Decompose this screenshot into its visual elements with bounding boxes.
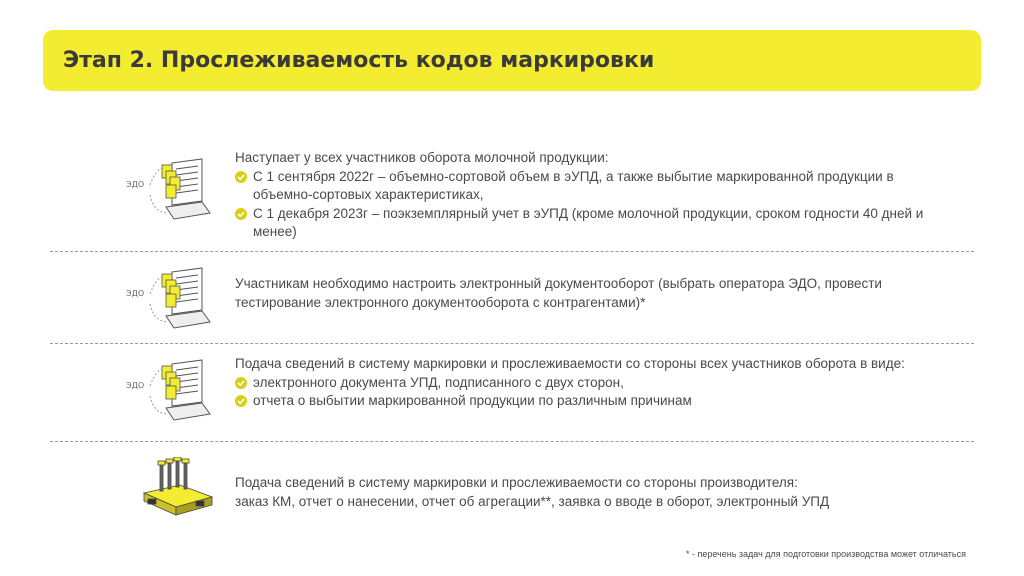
section-2-text (235, 275, 935, 312)
section-4-text (235, 474, 935, 511)
edo-label: ЭДО (126, 381, 145, 390)
section-3-bullet-2 (235, 392, 935, 411)
bullet-text: С 1 сентября 2022г – объемно-сортовой объем в эУПД, а также выбытие маркированной продукции в объемно-сортовых характеристиках, (253, 168, 894, 202)
section-3-intro: Подача сведений в систему маркировки и прослеживаемости со стороны всех участников оборота в виде: (235, 356, 905, 371)
section-2-intro: Участникам необходимо настроить электронный документооборот (выбрать оператора ЭДО, провести тестирование электронного документооборота с контрагентами)* (235, 276, 882, 310)
page-title: Этап 2. Прослеживаемость кодов маркировки (63, 48, 655, 73)
check-bullet-icon (235, 208, 247, 220)
section-4-line2: заказ КМ, отчет о нанесении, отчет об агрегации**, заявка о вводе в оборот, электронный УПД (235, 493, 830, 509)
bullet-text: С 1 декабря 2023г – поэкземплярный учет в эУПД (кроме молочной продукции, сроком годности 40 дней и менее) (253, 205, 924, 239)
edo-laptop-icon (120, 155, 212, 225)
bullet-text: отчета о выбытии маркированной продукции по различным причинам (253, 393, 692, 408)
section-divider (50, 441, 974, 442)
check-bullet-icon (235, 377, 247, 389)
section-1-text (235, 149, 935, 242)
title-bar (43, 30, 981, 91)
section-4-intro: Подача сведений в систему маркировки и прослеживаемости со стороны производителя: (235, 475, 798, 490)
section-1-bullet-2 (235, 205, 935, 242)
section-3-text (235, 355, 935, 411)
section-3-bullet-1 (235, 374, 935, 393)
edo-label: ЭДО (126, 289, 145, 298)
section-1-intro: Наступает у всех участников оборота молочной продукции: (235, 150, 609, 165)
footnote: * - перечень задач для подготовки производства может отличаться (685, 549, 966, 559)
section-divider (50, 343, 974, 344)
section-divider (50, 251, 974, 252)
check-bullet-icon (235, 171, 247, 183)
section-1-bullet-1 (235, 168, 935, 205)
edo-laptop-icon (120, 356, 212, 426)
edo-label: ЭДО (126, 180, 145, 189)
bullet-text: электронного документа УПД, подписанного с двух сторон, (253, 374, 624, 390)
edo-laptop-icon (120, 264, 212, 334)
production-line-icon (140, 457, 215, 519)
check-bullet-icon (235, 395, 247, 407)
